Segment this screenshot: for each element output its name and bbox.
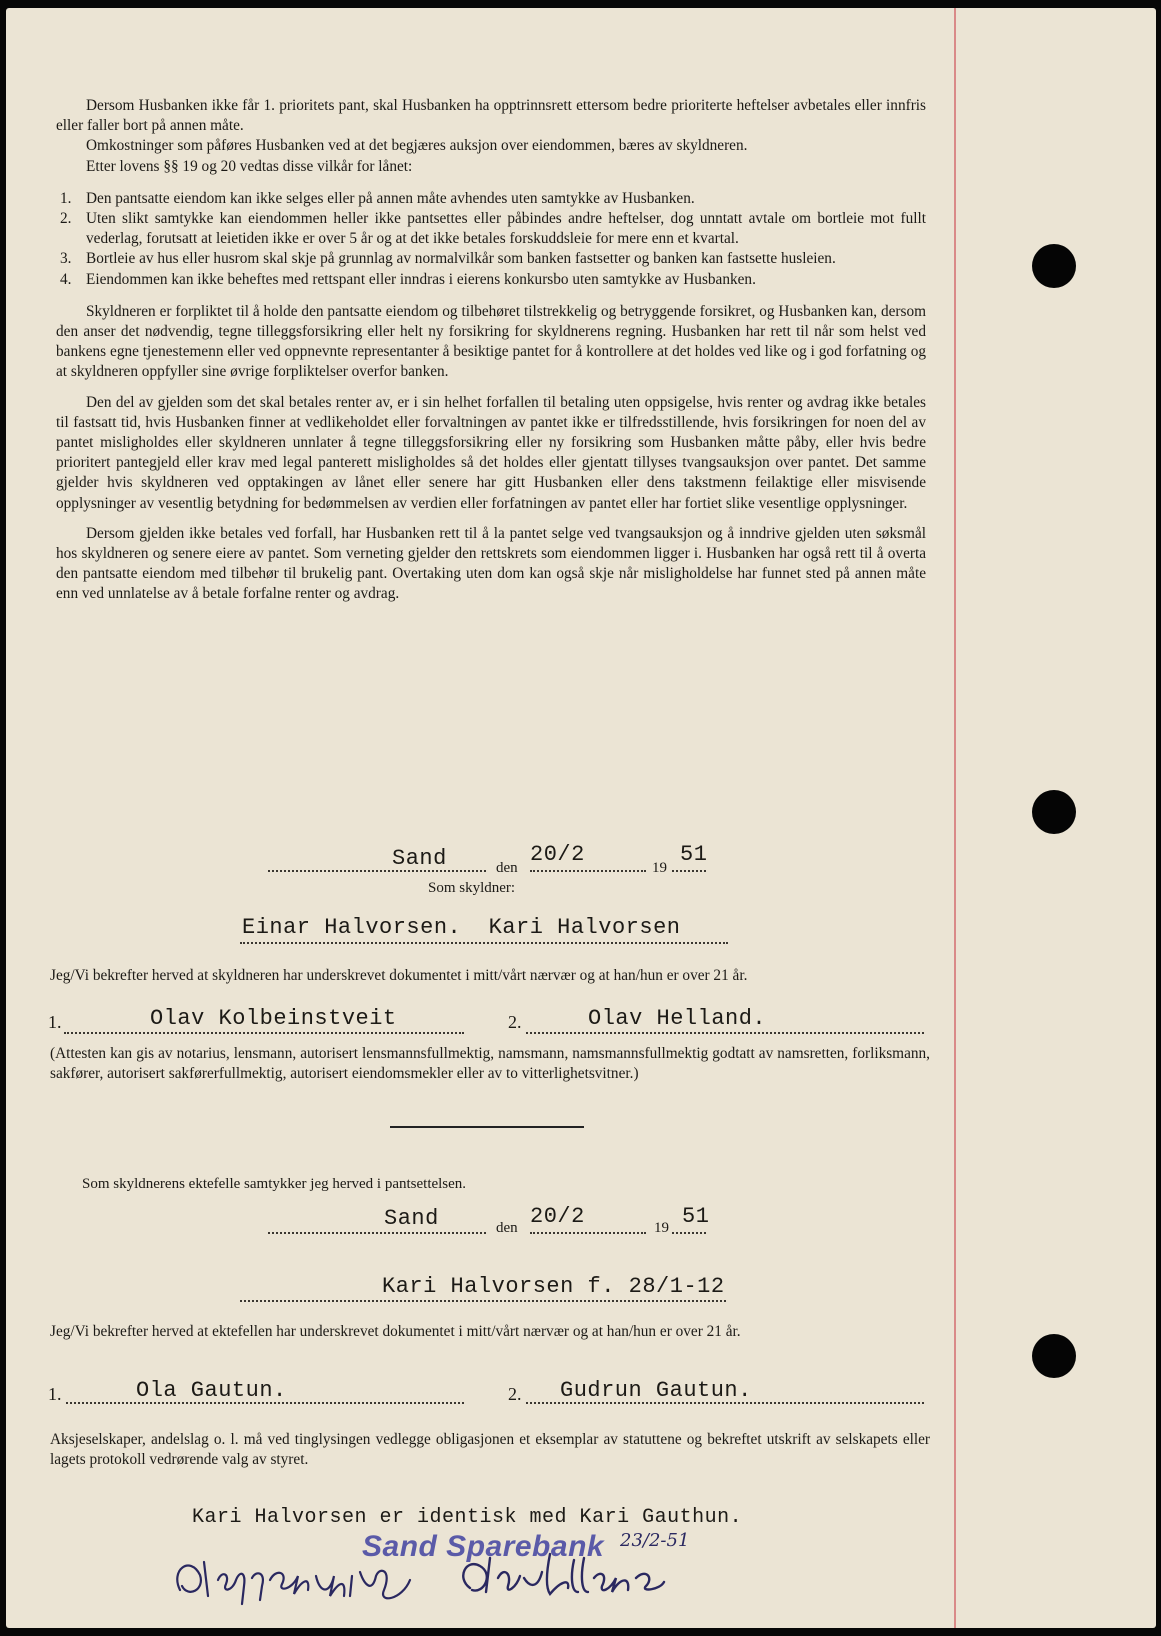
signing-place: Sand [392,846,447,871]
attest-note: (Attesten kan gis av notarius, lensmann, autorisert lensmannsfullmektig, namsmann, namsmannsfullmektig godtatt av namsretten, forliksmann, sakfører, autorisert sakførerfullmektig, autorisert eiendomsmekler eller av to vitterlighetsvitner.) [50,1045,930,1082]
place-line-2 [268,1232,486,1234]
witness3-name: Ola Gautun. [136,1378,287,1403]
company-note: Aksjeselskaper, andelslag o. l. må ved tinglysingen vedlegge obligasjonen et eksemplar av statuttene og bekreftet utskrift av selskapets eller lagets protokoll vedrørende valg av styret. [50,1431,930,1468]
signing-year: 51 [680,842,708,867]
identity-note: Kari Halvorsen er identisk med Kari Gauthun. [192,1506,743,1529]
witness2-number: 2. [508,1012,522,1032]
date-line-2 [530,1232,646,1234]
condition-item: 1. Den pantsatte eiendom kan ikke selges eller på annen måte avhendes uten samtykke av Husbanken. [60,189,695,207]
year-line-2 [672,1232,706,1234]
paragraph-conditions-intro: Etter lovens §§ 19 og 20 vedtas disse vilkår for lånet: [86,157,413,175]
witness1-number: 1. [48,1012,62,1032]
spouse-consent: Som skyldnerens ektefelle samtykker jeg herved i pantsettelsen. [82,1176,467,1192]
witness3-number: 1. [48,1384,62,1404]
condition-item: 3. Bortleie av hus eller husrom skal skje på grunnlag av normalvilkår som banken fastsetter og banken kan fastsette husleien. [60,250,836,268]
paragraph-insurance: Skyldneren er forpliktet til å holde den pantsatte eiendom og tilbehøret tilstrekkelig og betryggende forsikret, og Husbanken kan, dersom den anser det nødvendig, tegne tilleggsforsikring eller helt ny forsikring for skyldnerens regning. Husbanken har rett til når som helst ved bankens egne tjenestemenn eller ved oppnevnte representanter å besiktige pantet for å kontrollere at det holdes ved like og i god forfatning og at skyldneren oppfyller sine øvrige forpliktelser overfor banken. [56,302,926,381]
witness3-line [66,1402,464,1404]
den-label-2: den [496,1220,518,1236]
debtor-signatures: Einar Halvorsen. Kari Halvorsen [242,915,681,940]
punch-hole-bottom [1032,1334,1076,1378]
paragraph-default: Den del av gjelden som det skal betales renter av, er i sin helhet forfallen til betaling uten oppsigelse, hvis renter og avdrag ikke betales til fastsatt tid, hvis Husbanken finner at vedlikeholdet eller forvaltningen av pantet ikke er tilfredsstillende, hvis forsikringen for noen del av pantet misligholdes eller skyldneren unnlater å tegne tilleggsforsikring eller ny forsikring som Husbanken måtte påby, eller hvis bedre prioritert pantegjeld eller krav med legal panterett misligholdes så det holdes eller gjentatt tillyses tvangsauksjon over pantet. Det samme gjelder hvis skyldneren ved opptakingen av lånet eller senere har gitt Husbanken eller dens takstmenn feilaktige eller misvisende opplysninger av vesentlig betydning for bedømmelsen av verdien eller forfatningen av pantet eller har fortiet slike vesentlige opplysninger. [56,393,926,512]
witness4-line [526,1402,924,1404]
spouse-signature: Kari Halvorsen f. 28/1-12 [382,1274,725,1299]
witness1-name: Olav Kolbeinstveit [150,1006,397,1031]
loan-terms [56,96,926,605]
punch-hole-top [1032,244,1076,288]
witness4-number: 2. [508,1384,522,1404]
place-line [268,870,486,872]
year-prefix-2: 19 [654,1220,669,1236]
signing-date: 20/2 [530,842,585,867]
witness2-name: Olav Helland. [588,1006,767,1031]
debtor-signature-line [240,942,728,944]
stamp-date: 23/2-51 [620,1530,690,1551]
section-divider [390,1126,584,1128]
spouse-signature-line [240,1300,726,1302]
witness2-line [526,1032,924,1034]
paragraph-costs: Omkostninger som påføres Husbanken ved at det begjæres auksjon over eiendommen, bæres av skyldneren. [86,137,748,155]
debtor-confirmation: Jeg/Vi bekrefter herved at skyldneren har underskrevet dokumentet i mitt/vårt nærvær og at han/hun er over 21 år. [50,967,748,984]
witness1-line [64,1032,464,1034]
spouse-confirmation: Jeg/Vi bekrefter herved at ektefellen har underskrevet dokumentet i mitt/vårt nærvær og at han/hun er over 21 år. [50,1323,741,1340]
signing-place-2: Sand [384,1206,439,1231]
condition-item: 4. Eiendommen kan ikke beheftes med rettspant eller inndras i eierens konkursbo uten samtykke av Husbanken. [60,270,756,288]
handwritten-signature-left [170,1550,430,1610]
date-line [530,870,646,872]
paragraph-enforcement: Dersom gjelden ikke betales ved forfall, har Husbanken rett til å la pantet selge ved tvangsauksjon og å inndrive gjelden uten søksmål hos skyldneren og senere eiere av pantet. Som verneting gjelder den rettskrets som eiendommen ligger i. Husbanken har også rett til å overta den pantsatte eiendom med tilbehør til brukelig pant. Overtaking uten dom kan også skje når misligholdelse har funnet sted på annen måte enn ved unnlatelse av å betale forfalne renter og avdrag. [56,524,926,603]
witness4-name: Gudrun Gautun. [560,1378,752,1403]
year-line [672,870,706,872]
margin-line [954,8,956,1628]
paragraph-priority: Dersom Husbanken ikke får 1. prioritets pant, skal Husbanken ha opptrinnsrett ettersom bedre prioriterte heftelser avbetales eller innfris eller faller bort på annen måte. [56,97,926,135]
bank-stamp: Sand Sparebank [362,1530,605,1563]
as-debtor-label: Som skyldner: [428,880,516,896]
year-prefix: 19 [652,860,667,876]
signing-date-2: 20/2 [530,1204,585,1229]
punch-hole-middle [1032,790,1076,834]
conditions-list [56,189,926,290]
condition-item: 2. Uten slikt samtykke kan eiendommen heller ikke pantsettes eller påbindes andre heftelser, dog unntatt avtale om bortleie mot fullt vederlag, forutsatt at leietiden ikke er over 5 år og at det ikke betales forskuddsleie for mere enn et kvartal. [60,210,926,248]
signing-year-2: 51 [682,1204,710,1229]
handwritten-signature-right [450,1548,670,1604]
den-label: den [496,860,518,876]
